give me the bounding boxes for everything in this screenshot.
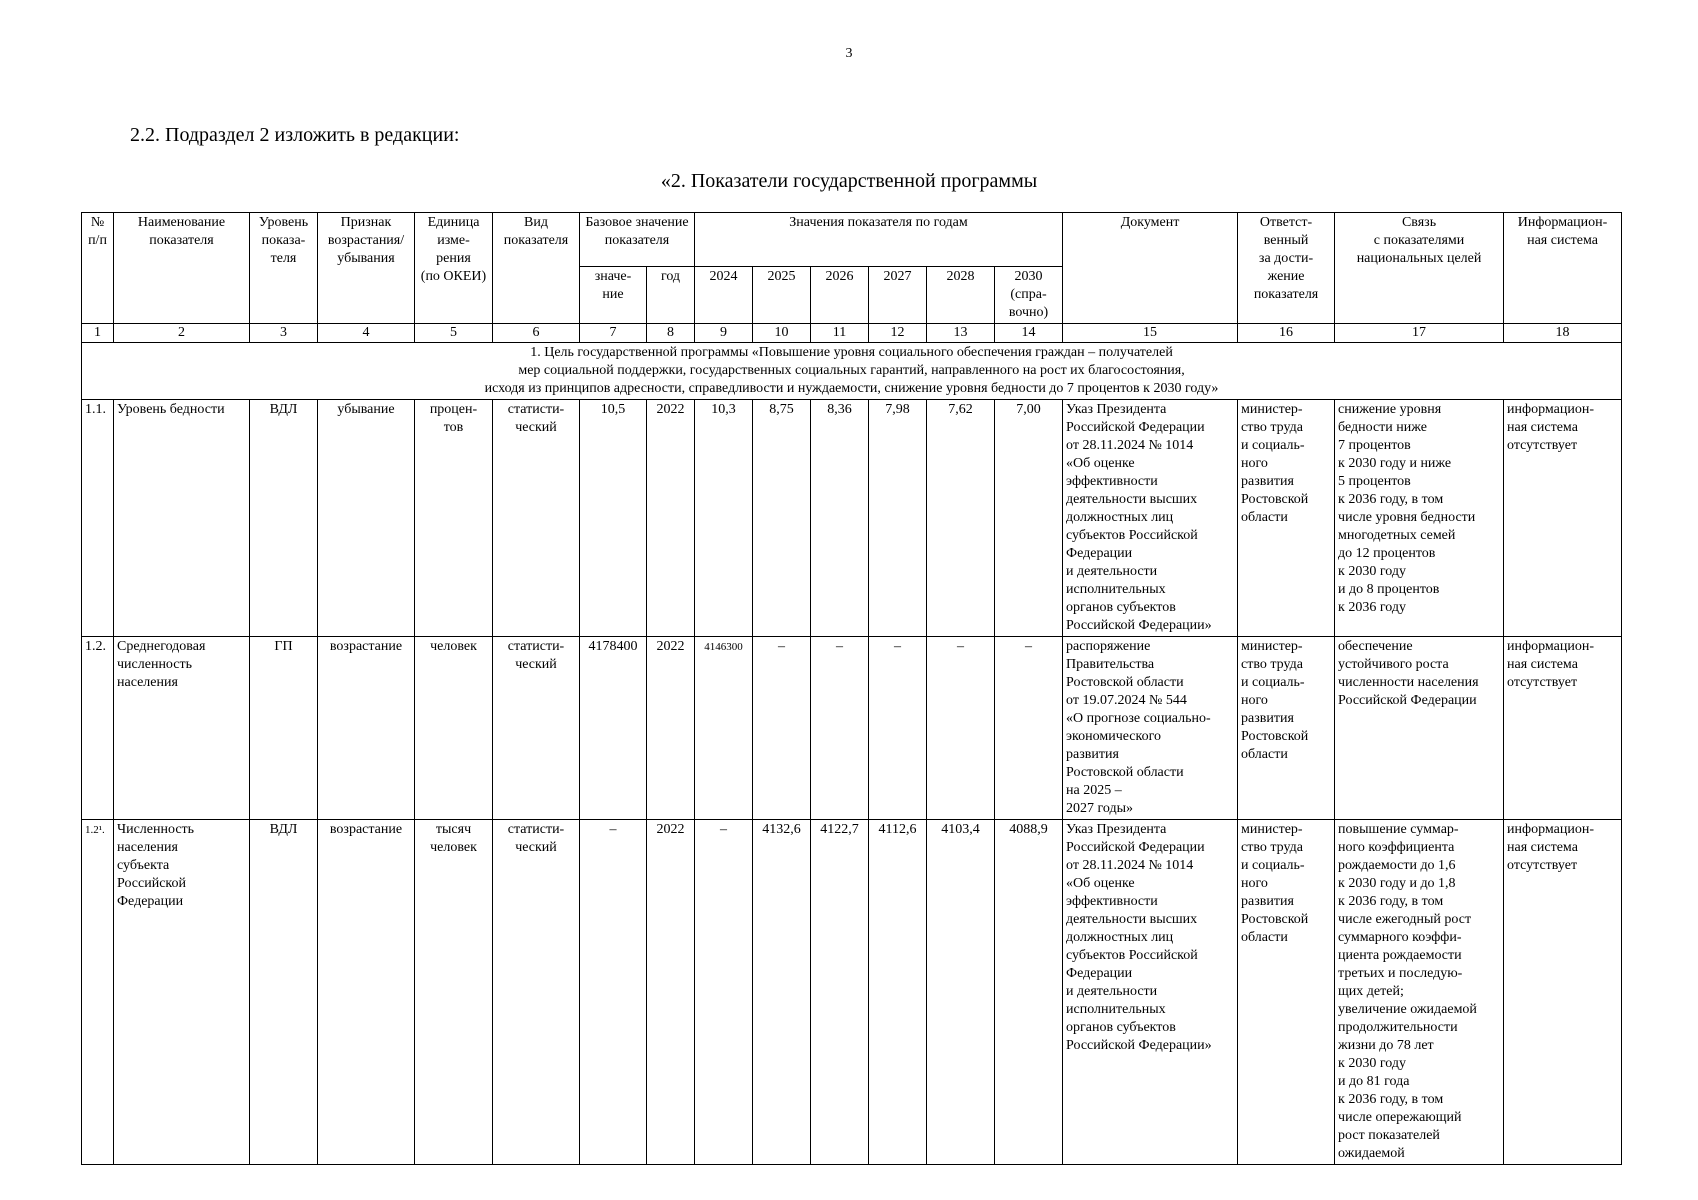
column-number: 12 [869, 324, 927, 343]
value-2028: 7,62 [927, 400, 995, 637]
header-year-2030: 2030 (спра- вочно) [995, 267, 1063, 324]
column-number: 7 [580, 324, 647, 343]
responsible: министер- ство труда и социаль- ного развития Ростовской области [1238, 637, 1335, 820]
national-goals-link: обеспечение устойчивого роста численности населения Российской Федерации [1335, 637, 1504, 820]
indicator-trend: возрастание [318, 820, 415, 1165]
table-row [82, 400, 1622, 637]
indicator-name: Уровень бедности [114, 400, 250, 637]
header-base-value: значе- ние [580, 267, 647, 324]
base-value: 10,5 [580, 400, 647, 637]
value-2027: 4112,6 [869, 820, 927, 1165]
goal-row [82, 343, 1622, 400]
indicator-trend: возрастание [318, 637, 415, 820]
indicator-kind: статисти- ческий [493, 637, 580, 820]
column-number: 16 [1238, 324, 1335, 343]
indicator-name: Численность населения субъекта Российской Федерации [114, 820, 250, 1165]
header-document: Документ [1063, 213, 1238, 324]
table-header [82, 213, 1622, 324]
row-number: 1.2¹. [82, 820, 114, 1165]
column-number: 13 [927, 324, 995, 343]
value-2027: – [869, 637, 927, 820]
header-trend: Признак возрастания/ убывания [318, 213, 415, 324]
header-year-2027: 2027 [869, 267, 927, 324]
indicators-table [81, 212, 1622, 1165]
header-base: Базовое значение показателя [580, 213, 695, 267]
info-system: информацион- ная система отсутствует [1504, 820, 1622, 1165]
column-number: 1 [82, 324, 114, 343]
column-number: 11 [811, 324, 869, 343]
header-kind: Вид показателя [493, 213, 580, 324]
table-row [82, 820, 1622, 1165]
document: Указ Президента Российской Федерации от 28.11.2024 № 1014 «Об оценке эффективности деятельности высших должностных лиц субъектов Российской Федерации и деятельности исполнительных органов субъектов Российской Федерации» [1063, 820, 1238, 1165]
table-row [82, 637, 1622, 820]
base-year: 2022 [647, 820, 695, 1165]
column-number: 15 [1063, 324, 1238, 343]
header-level: Уровень показа- теля [250, 213, 318, 324]
row-number: 1.2. [82, 637, 114, 820]
column-number: 3 [250, 324, 318, 343]
header-info-system: Информацион- ная система [1504, 213, 1622, 324]
value-2024: – [695, 820, 753, 1165]
responsible: министер- ство труда и социаль- ного развития Ростовской области [1238, 400, 1335, 637]
base-value: 4178400 [580, 637, 647, 820]
header-years-group: Значения показателя по годам [695, 213, 1063, 267]
value-2026: 8,36 [811, 400, 869, 637]
info-system: информацион- ная система отсутствует [1504, 637, 1622, 820]
value-2024: 4146300 [695, 637, 753, 820]
header-num: № п/п [82, 213, 114, 324]
column-numbers-row [82, 324, 1622, 343]
header-year-2024: 2024 [695, 267, 753, 324]
header-link: Связь с показателями национальных целей [1335, 213, 1504, 324]
header-year-2028: 2028 [927, 267, 995, 324]
base-year: 2022 [647, 637, 695, 820]
intro-text: 2.2. Подраздел 2 изложить в редакции: [130, 124, 460, 146]
column-number: 8 [647, 324, 695, 343]
indicator-unit: человек [415, 637, 493, 820]
national-goals-link: снижение уровня бедности ниже 7 процентов к 2030 году и ниже 5 процентов к 2036 году, в том числе уровня бедности многодетных семей до 12 процентов к 2030 году и до 8 процентов к 2036 году [1335, 400, 1504, 637]
document: распоряжение Правительства Ростовской области от 19.07.2024 № 544 «О прогнозе социально- экономического развития Ростовской области на 2025 – 2027 годы» [1063, 637, 1238, 820]
column-number: 14 [995, 324, 1063, 343]
row-number: 1.1. [82, 400, 114, 637]
value-2028: – [927, 637, 995, 820]
value-2025: 4132,6 [753, 820, 811, 1165]
table-title: «2. Показатели государственной программы [660, 170, 1038, 192]
national-goals-link: повышение суммар- ного коэффициента рождаемости до 1,6 к 2030 году и до 1,8 к 2036 году, в том числе ежегодный рост суммарного коэффи- циента рождаемости третьих и последую- щих детей; увеличение ожидаемой продолжительности жизни до 78 лет к 2030 году и до 81 года к 2036 году, в том числе опережающий рост показателей ожидаемой [1335, 820, 1504, 1165]
header-responsible: Ответст- венный за дости- жение показателя [1238, 213, 1335, 324]
indicator-unit: тысяч человек [415, 820, 493, 1165]
header-year-2026: 2026 [811, 267, 869, 324]
document: Указ Президента Российской Федерации от 28.11.2024 № 1014 «Об оценке эффективности деятельности высших должностных лиц субъектов Российской Федерации и деятельности исполнительных органов субъектов Российской Федерации» [1063, 400, 1238, 637]
page-number: 3 [845, 46, 853, 61]
header-unit: Единица изме- рения (по ОКЕИ) [415, 213, 493, 324]
base-value: – [580, 820, 647, 1165]
value-2025: – [753, 637, 811, 820]
value-2026: 4122,7 [811, 820, 869, 1165]
column-number: 2 [114, 324, 250, 343]
value-2024: 10,3 [695, 400, 753, 637]
indicator-unit: процен- тов [415, 400, 493, 637]
program-goal: 1. Цель государственной программы «Повышение уровня социального обеспечения граждан – получателей мер социальной поддержки, государственных социальных гарантий, направленного на рост их благосостояния, исходя из принципов адресности, справедливости и нуждаемости, снижение уровня бедности до 7 процентов к 2030 году» [82, 343, 1622, 400]
value-2028: 4103,4 [927, 820, 995, 1165]
indicator-level: ГП [250, 637, 318, 820]
column-number: 9 [695, 324, 753, 343]
base-year: 2022 [647, 400, 695, 637]
indicator-name: Среднегодовая численность населения [114, 637, 250, 820]
indicator-kind: статисти- ческий [493, 820, 580, 1165]
header-base-year: год [647, 267, 695, 324]
indicator-level: ВДЛ [250, 820, 318, 1165]
responsible: министер- ство труда и социаль- ного развития Ростовской области [1238, 820, 1335, 1165]
header-year-2025: 2025 [753, 267, 811, 324]
indicator-kind: статисти- ческий [493, 400, 580, 637]
value-2030: 4088,9 [995, 820, 1063, 1165]
info-system: информацион- ная система отсутствует [1504, 400, 1622, 637]
column-number: 18 [1504, 324, 1622, 343]
column-number: 5 [415, 324, 493, 343]
column-number: 17 [1335, 324, 1504, 343]
header-name: Наименование показателя [114, 213, 250, 324]
value-2027: 7,98 [869, 400, 927, 637]
value-2026: – [811, 637, 869, 820]
column-number: 4 [318, 324, 415, 343]
indicator-trend: убывание [318, 400, 415, 637]
indicator-level: ВДЛ [250, 400, 318, 637]
value-2030: 7,00 [995, 400, 1063, 637]
value-2030: – [995, 637, 1063, 820]
column-number: 10 [753, 324, 811, 343]
value-2025: 8,75 [753, 400, 811, 637]
column-number: 6 [493, 324, 580, 343]
